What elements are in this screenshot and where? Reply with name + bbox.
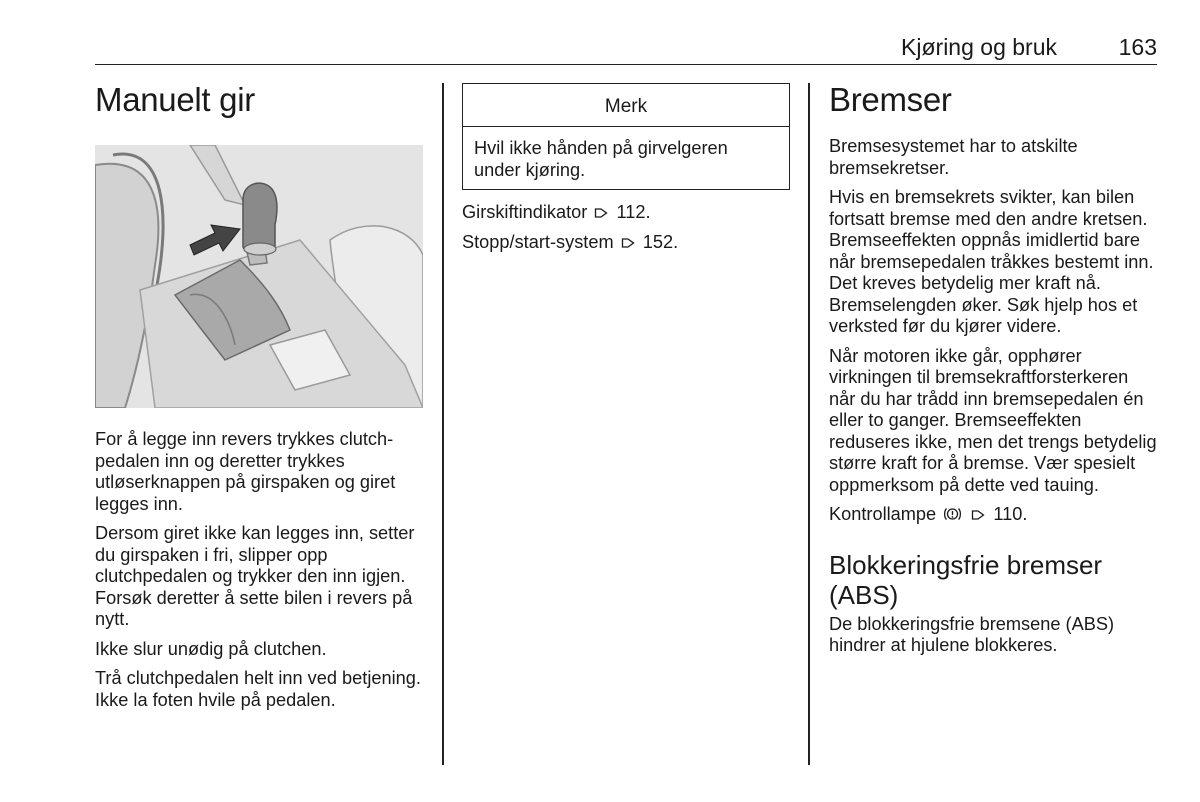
paragraph: Hvis en bremsekrets svikter, kan bilen fortsatt bremse med den andre kretsen. Bremseeffekten oppnås imidlertid bare når bremsepedalen tråkkes bestemt inn. Det kreves betydelig mer kraft nå. Bremselengden øker. Søk hjelp hos et verksted før du kjører videre. xyxy=(829,187,1154,336)
paragraph: Bremsesystemet har to atskilte bremsekretser. xyxy=(829,136,1078,178)
note-title: Merk xyxy=(463,84,789,127)
paragraph: For å legge inn revers trykkes clutch-pedalen inn og deretter trykkes utløserknappen på girspaken og giret legges inn. xyxy=(95,429,396,514)
paragraph: De blokkeringsfrie bremsene (ABS) hindrer at hjulene blokkeres. xyxy=(829,613,1115,655)
middle-column xyxy=(462,80,792,261)
reference-label: Girskiftindikator xyxy=(462,202,588,222)
column-divider xyxy=(442,83,444,765)
control-lamp-label: Kontrollampe xyxy=(829,504,937,524)
paragraph: Ikke slur unødig på clutchen. xyxy=(95,638,327,659)
paragraph: Dersom giret ikke kan legges inn, setter du girspaken i fri, slipper opp clutchpedalen og trykker den inn igjen. Forsøk deretter å sette bilen i revers på nytt. xyxy=(95,523,415,629)
reference-page: 110. xyxy=(993,504,1028,524)
section-heading-brakes: Bremser xyxy=(829,81,952,118)
paragraph: Trå clutchpedalen helt inn ved betjening. Ikke la foten hvile på pedalen. xyxy=(95,668,421,710)
note-box xyxy=(462,83,790,190)
page-number: 163 xyxy=(1118,34,1157,60)
section-heading-manual-gear: Manuelt gir xyxy=(95,81,255,118)
control-lamp-reference[interactable] xyxy=(829,504,1159,526)
section-title: Kjøring og bruk xyxy=(901,34,1057,60)
left-column xyxy=(95,80,425,719)
reference-page: 112. xyxy=(616,202,651,222)
gear-shift-illustration xyxy=(95,145,423,408)
reference-label: Stopp/start-system xyxy=(462,231,614,252)
abs-section xyxy=(829,550,1159,657)
subheading-abs: Blokkeringsfrie bremser (ABS) xyxy=(829,549,1103,610)
running-header xyxy=(95,34,1157,65)
column-divider xyxy=(808,83,810,765)
paragraph: Når motoren ikke går, opphører virkningen til bremsekraftforsterkeren når du har trådd inn bremsepedalen én eller to ganger. Bremseeffekten reduseres ikke, men det trengs betydelig større kraft for å bremse. Vær spesielt oppmerksom på dette ved tauing. xyxy=(829,345,1157,495)
cross-reference[interactable] xyxy=(462,202,792,224)
cross-reference-arrow-icon xyxy=(621,237,635,249)
cross-reference-arrow-icon xyxy=(971,509,985,521)
reference-page: 152. xyxy=(642,231,679,252)
note-text: Hvil ikke hånden på girvelgeren under kjøring. xyxy=(474,138,728,180)
cross-reference[interactable] xyxy=(462,232,792,254)
right-column xyxy=(829,80,1159,665)
brake-warning-lamp-icon xyxy=(943,506,962,522)
cross-reference-arrow-icon xyxy=(594,207,608,219)
